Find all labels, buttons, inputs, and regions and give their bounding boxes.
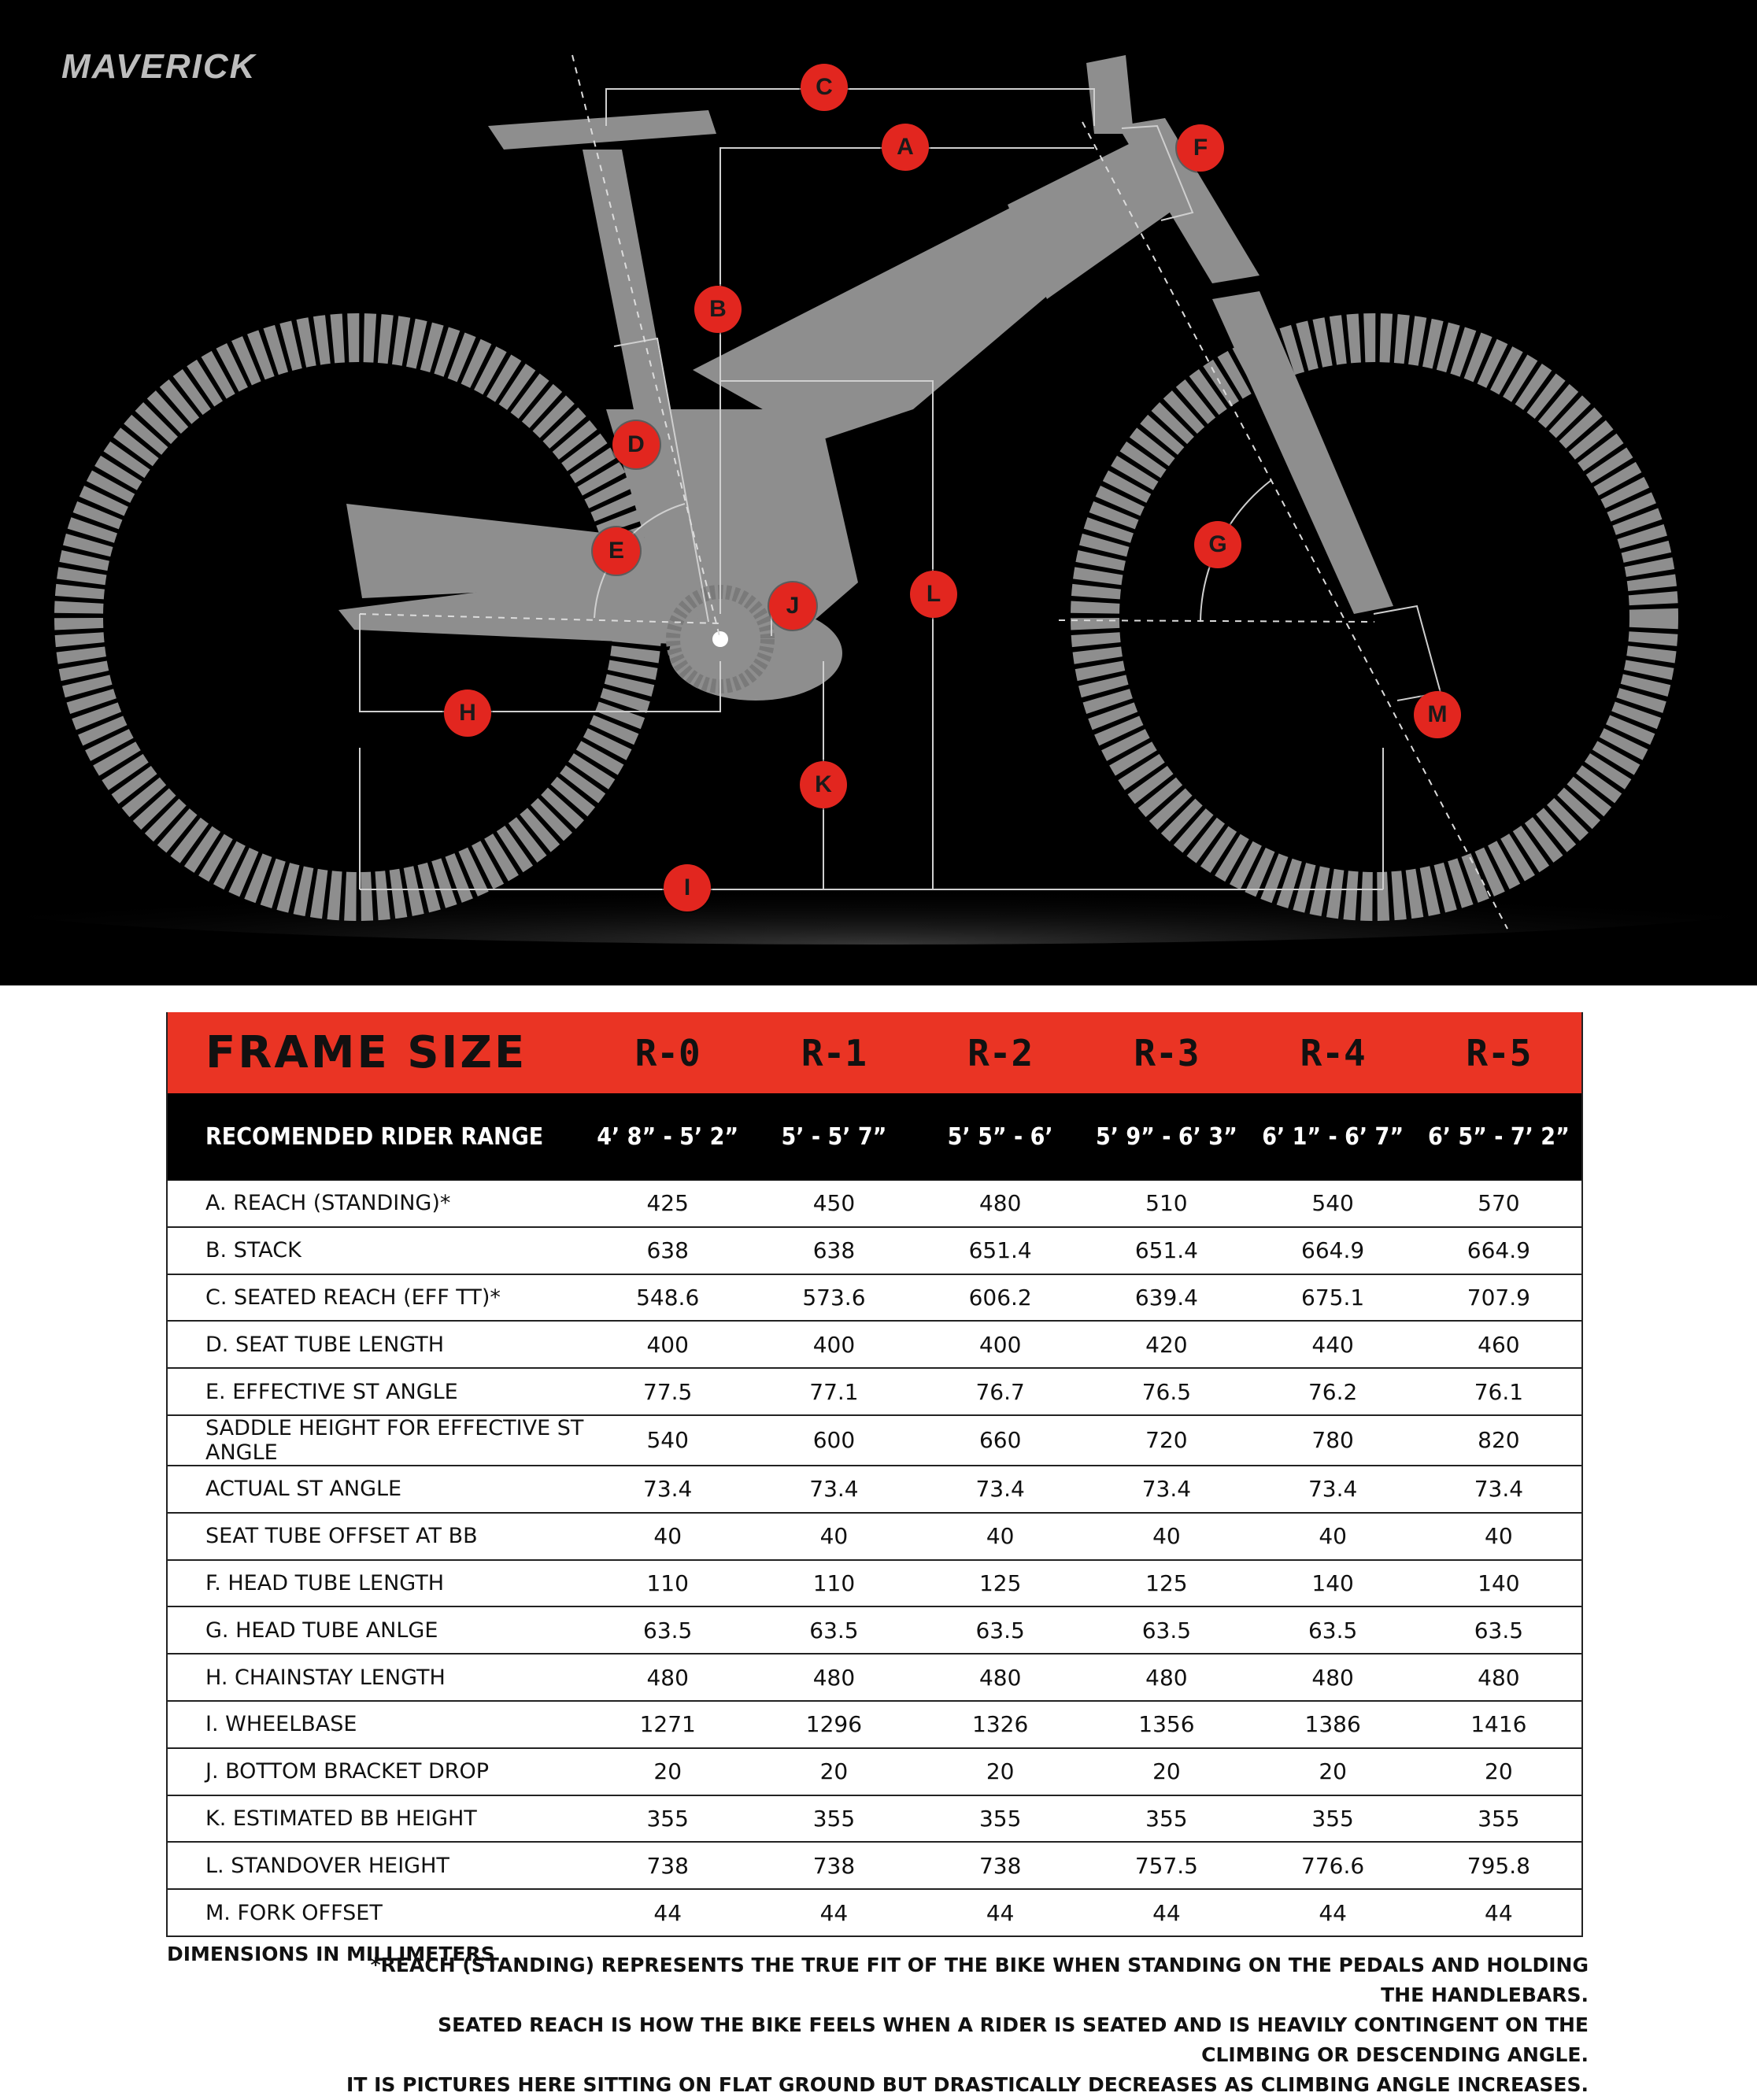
reach-footnote	[329, 1950, 1589, 2100]
row-value: 480	[917, 1654, 1083, 1701]
row-value: 638	[751, 1227, 917, 1274]
size-header: R-5	[1416, 1012, 1582, 1093]
row-value: 76.2	[1250, 1368, 1416, 1415]
units-note: DIMENSIONS IN MILLIMETERS	[167, 1943, 495, 1965]
size-header: R-1	[751, 1012, 917, 1093]
row-value: 776.6	[1250, 1842, 1416, 1889]
row-value: 440	[1250, 1321, 1416, 1368]
row-label: L. STANDOVER HEIGHT	[167, 1842, 585, 1889]
row-value: 1296	[751, 1701, 917, 1748]
row-value: 757.5	[1083, 1842, 1249, 1889]
marker-g: G	[1194, 521, 1241, 568]
rider-range-value: 5’ 5” - 6’	[917, 1093, 1083, 1181]
row-value: 73.4	[917, 1466, 1083, 1513]
row-value: 1326	[917, 1701, 1083, 1748]
geometry-table-grid	[166, 1012, 1583, 1937]
row-value: 44	[1416, 1889, 1582, 1936]
row-label: C. SEATED REACH (EFF TT)*	[167, 1274, 585, 1322]
marker-k: K	[800, 761, 847, 808]
marker-l: L	[910, 571, 957, 618]
row-value: 738	[751, 1842, 917, 1889]
row-label: E. EFFECTIVE ST ANGLE	[167, 1368, 585, 1415]
row-label: D. SEAT TUBE LENGTH	[167, 1321, 585, 1368]
table-row	[167, 1321, 1582, 1368]
row-value: 480	[1250, 1654, 1416, 1701]
row-value: 600	[751, 1415, 917, 1466]
row-value: 460	[1416, 1321, 1582, 1368]
row-value: 355	[917, 1795, 1083, 1843]
row-value: 1416	[1416, 1701, 1582, 1748]
row-value: 355	[585, 1795, 751, 1843]
row-label: SEAT TUBE OFFSET AT BB	[167, 1513, 585, 1560]
row-value: 20	[751, 1748, 917, 1795]
brand-logo: MAVERICK	[61, 47, 257, 86]
marker-m: M	[1414, 691, 1461, 738]
row-label: G. HEAD TUBE ANLGE	[167, 1606, 585, 1654]
row-value: 20	[1250, 1748, 1416, 1795]
row-value: 707.9	[1416, 1274, 1582, 1322]
row-value: 780	[1250, 1415, 1416, 1466]
row-value: 480	[585, 1654, 751, 1701]
row-value: 63.5	[1416, 1606, 1582, 1654]
geometry-rows	[167, 1181, 1582, 1936]
table-row	[167, 1181, 1582, 1227]
row-label: J. BOTTOM BRACKET DROP	[167, 1748, 585, 1795]
rider-range-value: 6’ 1” - 6’ 7”	[1250, 1093, 1416, 1181]
row-value: 355	[1083, 1795, 1249, 1843]
row-label: A. REACH (STANDING)*	[167, 1181, 585, 1227]
row-value: 63.5	[917, 1606, 1083, 1654]
rider-range-label: RECOMENDED RIDER RANGE	[167, 1093, 585, 1181]
row-value: 63.5	[585, 1606, 751, 1654]
size-header: R-2	[917, 1012, 1083, 1093]
row-value: 76.7	[917, 1368, 1083, 1415]
row-value: 664.9	[1250, 1227, 1416, 1274]
table-row	[167, 1701, 1582, 1748]
row-value: 40	[751, 1513, 917, 1560]
table-row	[167, 1368, 1582, 1415]
bike-geometry-illustration	[0, 0, 1757, 985]
row-label: K. ESTIMATED BB HEIGHT	[167, 1795, 585, 1843]
row-value: 355	[1416, 1795, 1582, 1843]
row-value: 400	[917, 1321, 1083, 1368]
front-wheel	[1095, 338, 1654, 897]
row-value: 450	[751, 1181, 917, 1227]
row-label: H. CHAINSTAY LENGTH	[167, 1654, 585, 1701]
row-value: 44	[917, 1889, 1083, 1936]
row-value: 738	[917, 1842, 1083, 1889]
row-value: 1386	[1250, 1701, 1416, 1748]
row-value: 573.6	[751, 1274, 917, 1322]
row-value: 400	[585, 1321, 751, 1368]
table-row	[167, 1227, 1582, 1274]
row-value: 606.2	[917, 1274, 1083, 1322]
rider-range-value: 6’ 5” - 7’ 2”	[1416, 1093, 1582, 1181]
row-value: 44	[585, 1889, 751, 1936]
table-row	[167, 1560, 1582, 1607]
row-value: 480	[1083, 1654, 1249, 1701]
row-value: 44	[1083, 1889, 1249, 1936]
footnote-line: *REACH (STANDING) REPRESENTS THE TRUE FIT OF THE BIKE WHEN STANDING ON THE PEDALS AND HOLDING THE HANDLEBARS.	[370, 1954, 1589, 2006]
table-row	[167, 1654, 1582, 1701]
marker-i: I	[664, 864, 711, 911]
row-value: 76.5	[1083, 1368, 1249, 1415]
row-label: M. FORK OFFSET	[167, 1889, 585, 1936]
row-label: SADDLE HEIGHT FOR EFFECTIVE ST ANGLE	[167, 1415, 585, 1466]
row-value: 77.5	[585, 1368, 751, 1415]
footnote-line: SEATED REACH IS HOW THE BIKE FEELS WHEN A RIDER IS SEATED AND IS HEAVILY CONTINGENT ON THE CLIMBING OR DESCENDING ANGLE.	[438, 2013, 1589, 2066]
rider-range-row	[167, 1093, 1582, 1181]
size-header: R-3	[1083, 1012, 1249, 1093]
row-value: 140	[1250, 1560, 1416, 1607]
marker-e: E	[593, 527, 640, 575]
row-value: 651.4	[917, 1227, 1083, 1274]
marker-d: D	[612, 421, 660, 468]
table-row	[167, 1889, 1582, 1936]
row-value: 40	[1083, 1513, 1249, 1560]
frame-size-label: FRAME SIZE	[167, 1012, 585, 1093]
row-value: 63.5	[1083, 1606, 1249, 1654]
marker-c: C	[801, 64, 848, 111]
size-header: R-4	[1250, 1012, 1416, 1093]
row-value: 40	[585, 1513, 751, 1560]
row-value: 425	[585, 1181, 751, 1227]
bike-silhouette	[0, 0, 1757, 985]
row-value: 675.1	[1250, 1274, 1416, 1322]
row-value: 110	[585, 1560, 751, 1607]
marker-h: H	[444, 690, 491, 737]
row-value: 77.1	[751, 1368, 917, 1415]
row-value: 540	[1250, 1181, 1416, 1227]
row-value: 40	[917, 1513, 1083, 1560]
footnote-line: IT IS PICTURES HERE SITTING ON FLAT GROUND BUT DRASTICALLY DECREASES AS CLIMBING ANGLE INCREASES.	[346, 2073, 1589, 2096]
table-row	[167, 1415, 1582, 1466]
row-value: 720	[1083, 1415, 1249, 1466]
geometry-table	[166, 1012, 1583, 1937]
rider-range-value: 4’ 8” - 5’ 2”	[585, 1093, 751, 1181]
row-value: 664.9	[1416, 1227, 1582, 1274]
row-value: 540	[585, 1415, 751, 1466]
row-value: 1271	[585, 1701, 751, 1748]
size-header-row	[167, 1012, 1582, 1093]
row-value: 355	[751, 1795, 917, 1843]
row-value: 73.4	[751, 1466, 917, 1513]
row-value: 820	[1416, 1415, 1582, 1466]
row-value: 76.1	[1416, 1368, 1582, 1415]
table-row	[167, 1466, 1582, 1513]
row-label: I. WHEELBASE	[167, 1701, 585, 1748]
row-value: 480	[917, 1181, 1083, 1227]
row-value: 73.4	[1083, 1466, 1249, 1513]
row-value: 795.8	[1416, 1842, 1582, 1889]
row-value: 44	[751, 1889, 917, 1936]
row-value: 63.5	[751, 1606, 917, 1654]
row-value: 480	[1416, 1654, 1582, 1701]
row-value: 20	[585, 1748, 751, 1795]
row-label: F. HEAD TUBE LENGTH	[167, 1560, 585, 1607]
row-value: 660	[917, 1415, 1083, 1466]
row-value: 140	[1416, 1560, 1582, 1607]
row-value: 125	[917, 1560, 1083, 1607]
row-value: 548.6	[585, 1274, 751, 1322]
row-value: 355	[1250, 1795, 1416, 1843]
rider-range-value: 5’ 9” - 6’ 3”	[1083, 1093, 1249, 1181]
marker-a: A	[882, 124, 929, 171]
row-value: 738	[585, 1842, 751, 1889]
row-value: 510	[1083, 1181, 1249, 1227]
marker-f: F	[1177, 124, 1224, 172]
row-value: 44	[1250, 1889, 1416, 1936]
row-value: 40	[1416, 1513, 1582, 1560]
row-value: 40	[1250, 1513, 1416, 1560]
row-value: 1356	[1083, 1701, 1249, 1748]
size-header: R-0	[585, 1012, 751, 1093]
table-row	[167, 1513, 1582, 1560]
table-row	[167, 1795, 1582, 1843]
table-row	[167, 1842, 1582, 1889]
row-label: ACTUAL ST ANGLE	[167, 1466, 585, 1513]
row-value: 480	[751, 1654, 917, 1701]
row-value: 570	[1416, 1181, 1582, 1227]
table-row	[167, 1606, 1582, 1654]
row-value: 639.4	[1083, 1274, 1249, 1322]
marker-j: J	[769, 582, 816, 630]
marker-b: B	[694, 286, 742, 333]
row-value: 20	[1416, 1748, 1582, 1795]
row-value: 73.4	[1416, 1466, 1582, 1513]
row-value: 125	[1083, 1560, 1249, 1607]
row-value: 420	[1083, 1321, 1249, 1368]
row-value: 73.4	[585, 1466, 751, 1513]
row-value: 651.4	[1083, 1227, 1249, 1274]
row-value: 63.5	[1250, 1606, 1416, 1654]
row-value: 638	[585, 1227, 751, 1274]
table-row	[167, 1748, 1582, 1795]
row-value: 20	[917, 1748, 1083, 1795]
row-value: 20	[1083, 1748, 1249, 1795]
row-label: B. STACK	[167, 1227, 585, 1274]
table-row	[167, 1274, 1582, 1322]
row-value: 110	[751, 1560, 917, 1607]
row-value: 400	[751, 1321, 917, 1368]
rider-range-value: 5’ - 5’ 7”	[751, 1093, 917, 1181]
row-value: 73.4	[1250, 1466, 1416, 1513]
